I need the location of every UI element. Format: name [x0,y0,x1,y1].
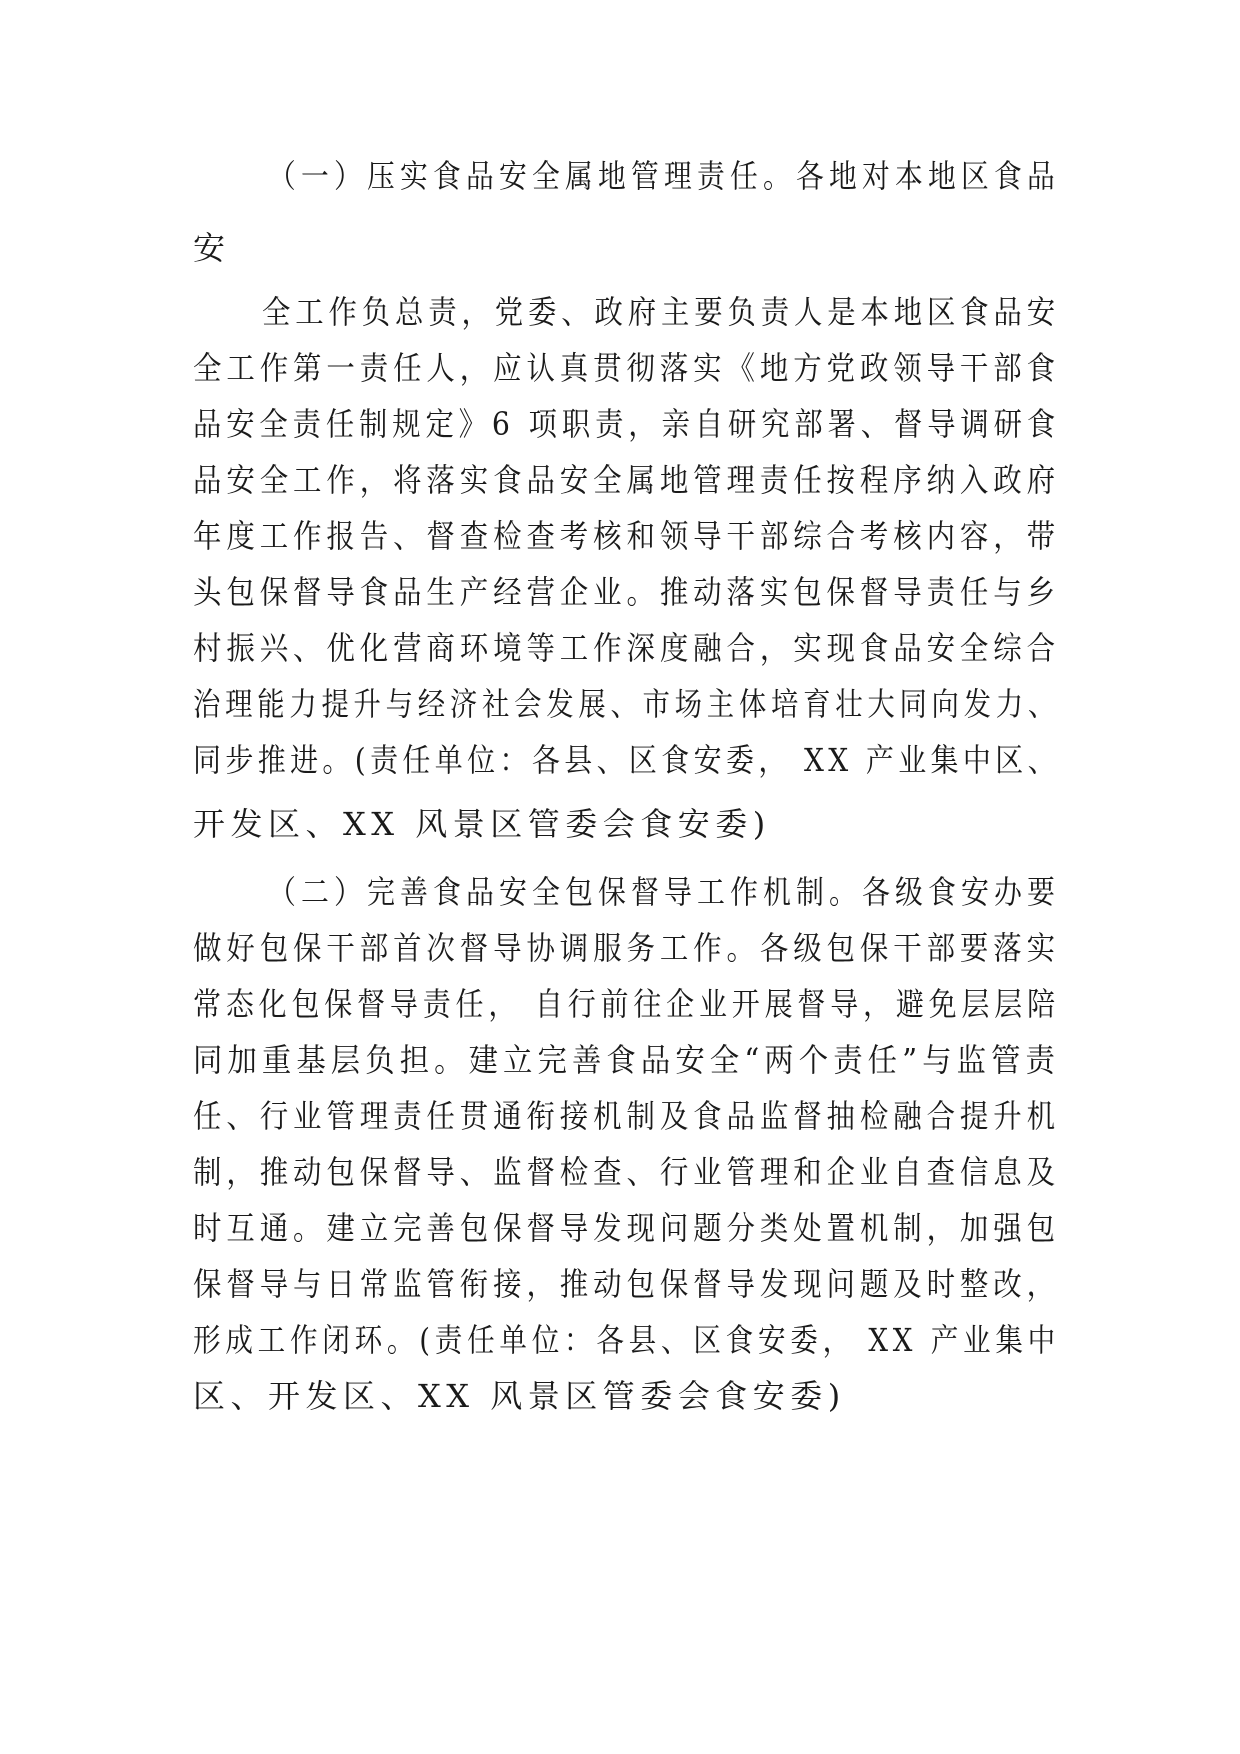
paragraph-line: 同步推进。(责任单位：各县、区食安委， XX 产业集中区、 [193,741,1060,779]
paragraph-line: （一）压实食品安全属地管理责任。各地对本地区食品 [268,157,1060,195]
paragraph-line: 常态化包保督导责任， 自行前往企业开展督导，避免层层陪 [193,985,1060,1023]
paragraph-line: 区、开发区、XX 风景区管委会食安委) [193,1377,846,1415]
paragraph-line: 品安全责任制规定》6 项职责，亲自研究部署、督导调研食 [193,405,1061,443]
paragraph-line: 保督导与日常监管衔接，推动包保督导发现问题及时整改， [193,1265,1060,1303]
paragraph-line: 全工作第一责任人，应认真贯彻落实《地方党政领导干部食 [193,349,1060,387]
paragraph-line: 安 [193,229,231,267]
paragraph-line: 村振兴、优化营商环境等工作深度融合，实现食品安全综合 [193,629,1060,667]
paragraph-line: （二）完善食品安全包保督导工作机制。各级食安办要 [268,873,1060,911]
paragraph-line: 治理能力提升与经济社会发展、市场主体培育壮大同向发力、 [193,685,1061,723]
paragraph-line: 任、行业管理责任贯通衔接机制及食品监督抽检融合提升机 [193,1097,1060,1135]
paragraph-line: 同加重基层负担。建立完善食品安全“两个责任”与监管责 [193,1041,1061,1079]
paragraph-line: 品安全工作，将落实食品安全属地管理责任按程序纳入政府 [193,461,1060,499]
paragraph-line: 全工作负总责，党委、政府主要负责人是本地区食品安 [262,293,1061,331]
paragraph-line: 形成工作闭环。(责任单位：各县、区食安委， XX 产业集中 [193,1321,1060,1359]
paragraph-line: 制，推动包保督导、监督检查、行业管理和企业自查信息及 [193,1153,1060,1191]
paragraph-line: 头包保督导食品生产经营企业。推动落实包保督导责任与乡 [193,573,1060,611]
paragraph-line: 做好包保干部首次督导协调服务工作。各级包保干部要落实 [193,929,1060,967]
paragraph-line: 时互通。建立完善包保督导发现问题分类处置机制，加强包 [193,1209,1060,1247]
paragraph-line: 年度工作报告、督查检查考核和领导干部综合考核内容，带 [193,517,1060,555]
paragraph-line: 开发区、XX 风景区管委会食安委) [193,805,771,843]
